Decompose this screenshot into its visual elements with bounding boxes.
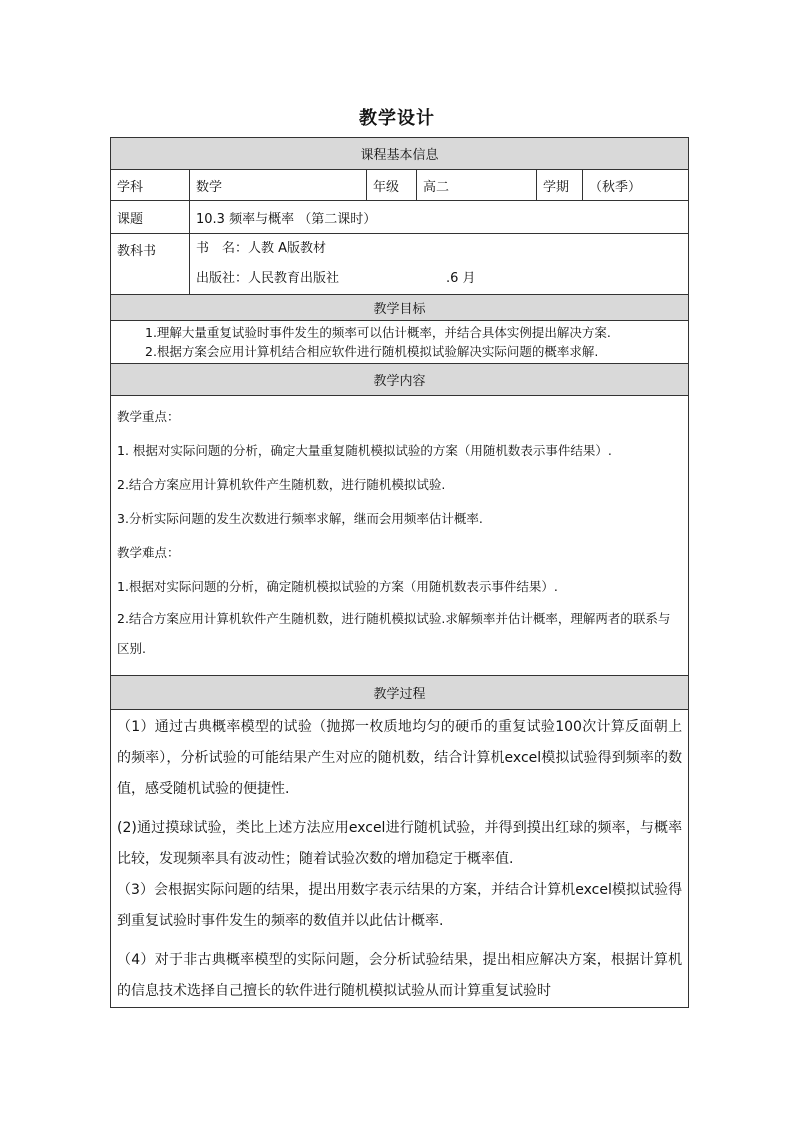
difficulty-item: 2.结合方案应用计算机软件产生随机数，进行随机模拟试验.求解频率并估计概率，理解两者的联系与区别. (117, 611, 671, 656)
key-point-item: 3.分析实际问题的发生次数进行频率求解，继而会用频率估计概率. (117, 511, 483, 526)
subject-label: 学科 (111, 170, 190, 201)
subject-value: 数学 (190, 170, 367, 201)
process-paragraph: （3）会根据实际问题的结果，提出用数字表示结果的方案，并结合计算机excel模拟试验得到重复试验时事件发生的频率的数值并以此估计概率. (117, 882, 683, 929)
process-paragraph: (2)通过摸球试验，类比上述方法应用excel进行随机试验，并得到摸出红球的频率，与概率比较，发现频率具有波动性；随着试验次数的增加稳定于概率值. (117, 820, 683, 867)
content-row (111, 396, 689, 676)
publisher-line (190, 264, 688, 294)
process-header-row (111, 676, 689, 710)
difficulty-item: 1.根据对实际问题的分析，确定随机模拟试验的方案（用随机数表示事件结果）. (117, 579, 558, 594)
key-point-item: 2.结合方案应用计算机软件产生随机数，进行随机模拟试验. (117, 477, 446, 492)
book-name: 书 名：人教 A版教材 (196, 241, 327, 256)
key-points-label: 教学重点： (117, 409, 180, 424)
goals-row (111, 321, 689, 364)
topic-label: 课题 (111, 201, 190, 234)
content-header-row (111, 364, 689, 396)
basic-info-header-row (111, 138, 689, 170)
process-paragraph: （1）通过古典概率模型的试验（抛掷一枚质地均匀的硬币的重复试验100次计算反面朝上的频率），分析试验的可能结果产生对应的随机数，结合计算机excel模拟试验得到频率的数值，感受随机试验的便捷性. (117, 719, 683, 797)
content-header: 教学内容 (111, 364, 689, 396)
textbook-row (111, 234, 689, 295)
process-paragraph: （4）对于非古典概率模型的实际问题，会分析试验结果，提出相应解决方案，根据计算机的信息技术选择自己擅长的软件进行随机模拟试验从而计算重复试验时 (117, 952, 683, 999)
content-body (111, 396, 689, 676)
topic-value: 10.3 频率与概率 （第二课时） (190, 201, 689, 234)
lesson-plan-table (110, 137, 689, 1008)
difficulties-label: 教学难点： (117, 545, 180, 560)
basic-info-header: 课程基本信息 (111, 138, 689, 170)
term-value: （秋季） (583, 170, 689, 201)
publish-month: .6 月 (446, 271, 476, 286)
process-body (111, 710, 689, 1008)
document-title: 教学设计 (359, 108, 435, 129)
goals-header: 教学目标 (111, 295, 689, 321)
grade-value: 高二 (417, 170, 537, 201)
goals-header-row (111, 295, 689, 321)
textbook-info (190, 234, 689, 295)
grade-label: 年级 (367, 170, 417, 201)
goal-item: 1.理解大量重复试验时事件发生的频率可以估计概率，并结合具体实例提出解决方案. (145, 325, 611, 340)
textbook-label: 教科书 (111, 234, 190, 295)
subject-row (111, 170, 689, 201)
publisher: 出版社：人民教育出版社 (196, 271, 340, 286)
process-row (111, 710, 689, 1008)
key-point-item: 1. 根据对实际问题的分析，确定大量重复随机模拟试验的方案（用随机数表示事件结果）. (117, 443, 612, 458)
term-label: 学期 (537, 170, 583, 201)
goals-list (111, 321, 689, 364)
process-header: 教学过程 (111, 676, 689, 710)
goal-item: 2.根据方案会应用计算机结合相应软件进行随机模拟试验解决实际问题的概率求解. (145, 344, 599, 359)
topic-row (111, 201, 689, 234)
